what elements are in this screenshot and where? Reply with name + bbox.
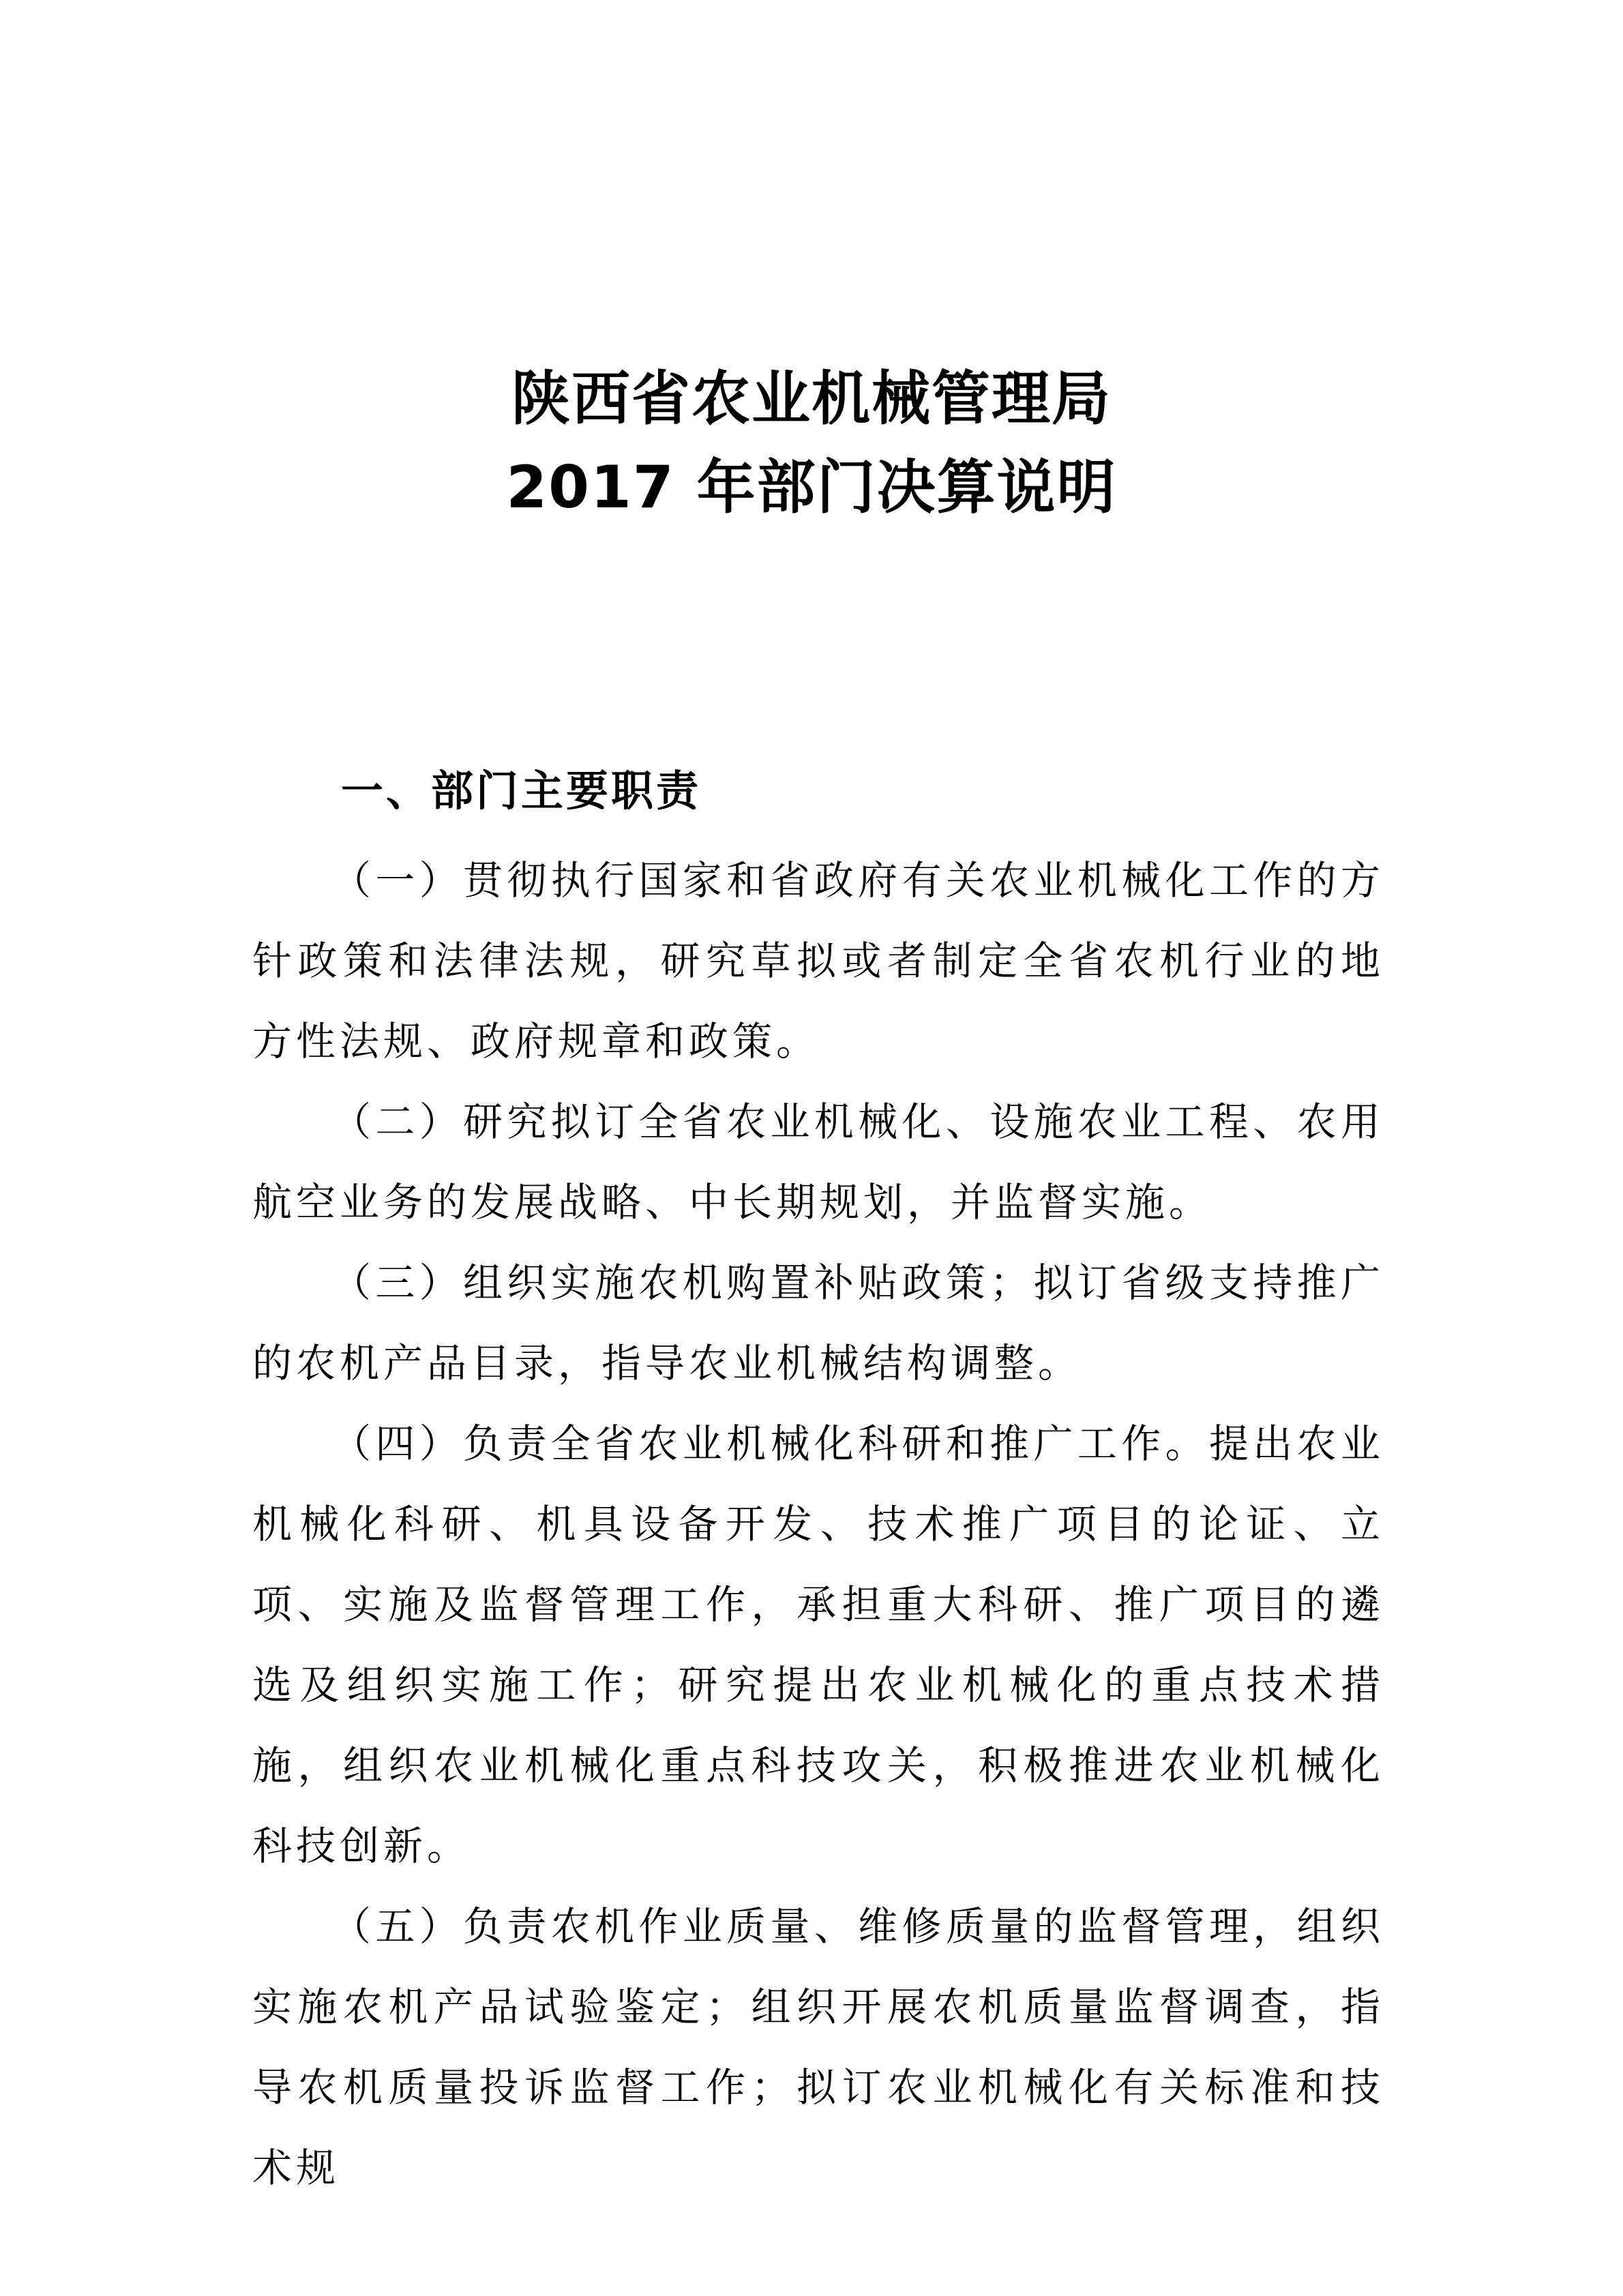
paragraph-1: （一）贯彻执行国家和省政府有关农业机械化工作的方针政策和法律法规，研究草拟或者制定全省农机行业的地方性法规、政府规章和政策。 xyxy=(252,857,1384,1064)
document-body xyxy=(252,757,1384,2208)
title-line-1: 陕西省农业机械管理局 xyxy=(511,365,1112,433)
paragraph-2: （二）研究拟订全省农业机械化、设施农业工程、农用航空业务的发展战略、中长期规划，并监督实施。 xyxy=(252,1099,1384,1225)
section-heading: 一、部门主要职责 xyxy=(341,766,702,816)
title-line-2: 2017 年部门决算说明 xyxy=(506,453,1117,522)
document-title xyxy=(0,355,1623,532)
paragraph-4: （四）负责全省农业机械化科研和推广工作。提出农业机械化科研、机具设备开发、技术推广项目的论证、立项、实施及监督管理工作，承担重大科研、推广项目的遴选及组织实施工作；研究提出农业机械化的重点技术措施，组织农业机械化重点科技攻关，积极推进农业机械化科技创新。 xyxy=(252,1420,1384,1869)
paragraph-5: （五）负责农机作业质量、维修质量的监督管理，组织实施农机产品试验鉴定；组织开展农机质量监督调查，指导农机质量投诉监督工作；拟订农业机械化有关标准和技术规 xyxy=(252,1903,1384,2191)
paragraph-3: （三）组织实施农机购置补贴政策；拟订省级支持推广的农机产品目录，指导农业机械结构调整。 xyxy=(252,1259,1384,1386)
